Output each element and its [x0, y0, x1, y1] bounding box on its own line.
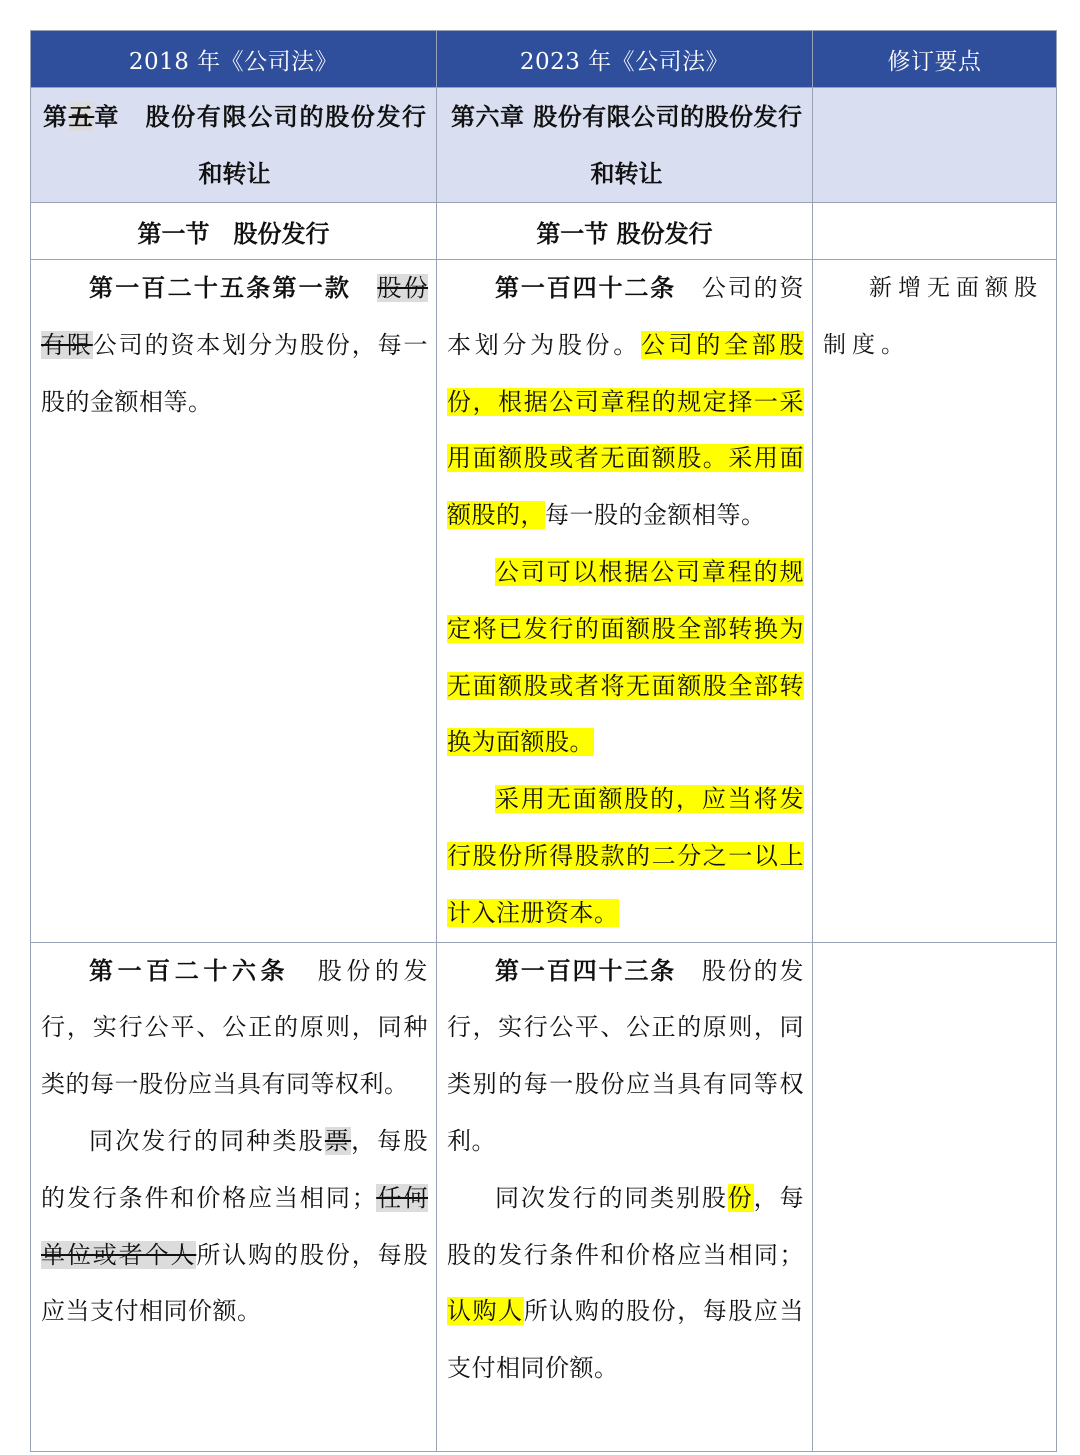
article-126-cell: 第一百二十六条 股份的发行，实行公平、公正的原则，同种类的每一股份应当具有同等权利。 同次发行的同种类股票，每股的发行条件和价格应当相同；任何单位或者个人所认购的股份，每股应当支付相同价额。: [31, 942, 437, 1451]
article-row-1: [31, 260, 1057, 943]
header-revision-points: 修订要点: [813, 31, 1057, 88]
deleted-text: 股份有限: [41, 274, 429, 359]
highlighted-text: 份: [727, 1183, 754, 1212]
deleted-text: 任何单位或者个人: [41, 1183, 429, 1269]
article-143-cell: 第一百四十三条 股份的发行，实行公平、公正的原则，同类别的每一股份应当具有同等权利。 同次发行的同类别股份，每股的发行条件和价格应当相同；认购人所认购的股份，每股应当支付相同价额。: [437, 942, 813, 1451]
comparison-table: [30, 30, 1057, 1452]
revision-note-cell-2: [813, 942, 1057, 1451]
chapter-old-cell: 第五章 股份有限公司的股份发行和转让: [31, 88, 437, 203]
article-125-cell: 第一百二十五条第一款 股份有限公司的资本划分为股份，每一股的金额相等。: [31, 260, 437, 943]
article-title: 第一百四十二条: [495, 273, 677, 302]
section-row: [31, 203, 1057, 260]
section-note: [813, 203, 1057, 260]
chapter-note-cell: [813, 88, 1057, 203]
revision-note: 新增无面额股制度。: [823, 275, 1043, 358]
revision-note-cell: [813, 260, 1057, 943]
highlighted-text: 采用无面额股的，应当将发行股份所得股款的二分之一以上计入注册资本。: [447, 785, 804, 927]
article-title: 第一百二十六条: [89, 955, 290, 985]
chapter-new-cell: 第六章 股份有限公司的股份发行和转让: [437, 88, 813, 203]
header-2018: 2018 年《公司法》: [31, 31, 437, 88]
highlighted-text: 公司的全部股份，根据公司章程的规定择一采用面额股或者无面额股。采用面额股的，: [447, 330, 805, 530]
article-title: 第一百四十三条: [495, 955, 677, 985]
deleted-text: 票: [324, 1126, 352, 1155]
article-title: 第一百二十五条第一款: [89, 273, 352, 302]
header-2023: 2023 年《公司法》: [437, 31, 813, 88]
highlighted-text: 公司可以根据公司章程的规定将已发行的面额股全部转换为无面额股或者将无面额股全部转换为面额股。: [447, 557, 804, 757]
chapter-row: [31, 88, 1057, 203]
deleted-text: 五: [68, 102, 95, 131]
article-row-2: [31, 942, 1057, 1451]
highlighted-text: 认购人: [447, 1297, 524, 1326]
article-142-cell: 第一百四十二条 公司的资本划分为股份。公司的全部股份，根据公司章程的规定择一采用面额股或者无面额股。采用面额股的，每一股的金额相等。 公司可以根据公司章程的规定将已发行的面额股全部转换为无面额股或者将无面额股全部转换为面额股。 采用无面额股的，应当将发行股份所得股款的二分之一以上计入注册资本。: [437, 260, 813, 943]
header-row: [31, 31, 1057, 88]
section-old: 第一节 股份发行: [31, 203, 437, 260]
section-new: 第一节 股份发行: [437, 203, 813, 260]
